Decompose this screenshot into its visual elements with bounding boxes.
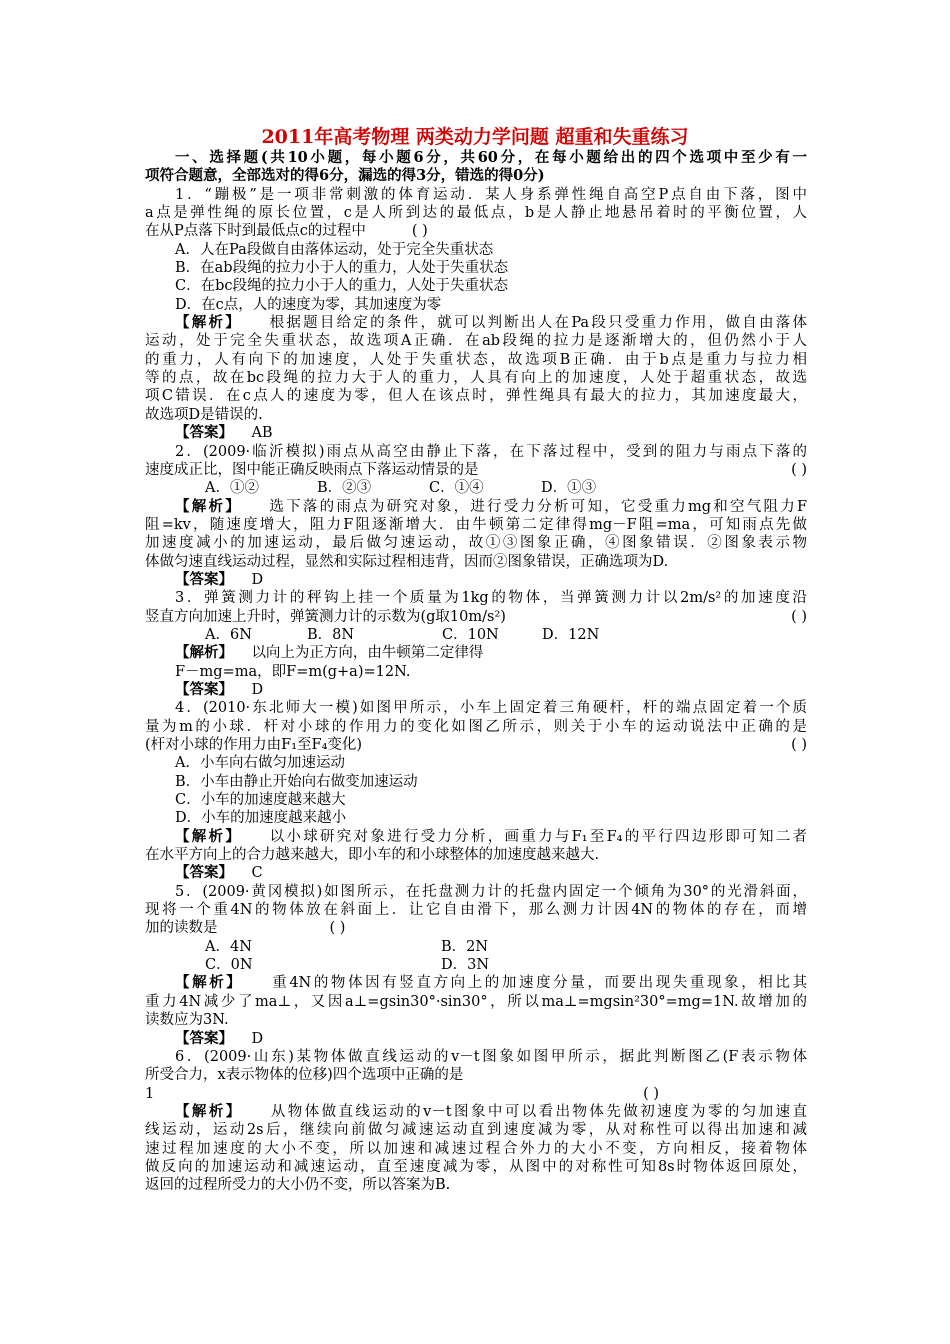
analysis-line bbox=[145, 644, 807, 662]
question-stem-text: 竖直方向加速上升时，弹簧测力计的示数为(g取10m/s²) bbox=[145, 608, 506, 625]
option-line bbox=[145, 626, 807, 644]
question-stem-text: 1 bbox=[145, 1085, 155, 1102]
analysis-line: 等的点，故在bc段绳的拉力大于人的重力，人具有向上的加速度，人处于超重状态，故选 bbox=[145, 370, 807, 387]
option: A．①② bbox=[205, 480, 259, 497]
question-stem-line bbox=[145, 461, 807, 479]
analysis-line bbox=[145, 314, 807, 332]
option: A．4N bbox=[205, 938, 252, 955]
question-stem-line: 2．(2009·临沂模拟)雨点从高空由静止下落，在下落过程中，受到的阻力与雨点下落的 bbox=[175, 443, 807, 460]
option-line: D．在c点，人的速度为零，其加速度为零 bbox=[175, 296, 442, 313]
analysis-label: 【解析】 bbox=[175, 644, 233, 662]
option: D．3N bbox=[441, 957, 490, 974]
analysis-text: 从物体做直线运动的v－t图象中可以看出物体先做初速度为零的匀加速直 bbox=[270, 1103, 807, 1120]
analysis-line: 故选项D是错误的. bbox=[145, 406, 263, 423]
answer-value: AB bbox=[251, 425, 273, 442]
option-line: B．小车由静止开始向右做变加速运动 bbox=[175, 773, 418, 790]
question-stem-line: a点是弹性绳的原长位置，c是人所到达的最低点，b是人静止地悬吊着时的平衡位置，人 bbox=[145, 205, 807, 222]
analysis-line bbox=[145, 1103, 807, 1121]
answer-blank: ( ) bbox=[791, 608, 807, 625]
answer-blank: ( ) bbox=[791, 461, 807, 478]
question-stem-text: (杆对小球的作用力由F₁至F₄变化) bbox=[145, 737, 363, 753]
section-header-line: 一、选择题(共10小题，每小题6分，共60分，在每小题给出的四个选项中至少有一 bbox=[175, 149, 807, 166]
answer-label: 【答案】 bbox=[175, 1029, 233, 1047]
question-stem-line: 4．(2010·东北师大一模)如图甲所示，小车上固定着三角硬杆，杆的端点固定着一个质 bbox=[175, 700, 807, 717]
answer-line bbox=[145, 1030, 807, 1048]
analysis-text: 重4N的物体因有竖直方向上的加速度分量，而要出现失重现象，相比其 bbox=[272, 975, 807, 992]
question-stem-line bbox=[145, 608, 807, 626]
analysis-line: 加速度减小的加速运动，最后做匀速运动，故①③图象正确，④图象错误．②图象表示物 bbox=[145, 535, 807, 552]
option-line: A．人在Pa段做自由落体运动，处于完全失重状态 bbox=[175, 241, 494, 258]
question-stem-text: 加的读数是 bbox=[145, 920, 218, 937]
answer-line bbox=[145, 681, 807, 699]
analysis-text: 以向上为正方向，由牛顿第二定律得 bbox=[251, 645, 484, 662]
analysis-label: 【解析】 bbox=[175, 974, 244, 992]
option-line: C．在bc段绳的拉力小于人的重力，人处于失重状态 bbox=[175, 278, 508, 295]
option: A．6N bbox=[205, 626, 252, 643]
question-stem-line: 所受合力，x表示物体的位移)四个选项中正确的是 bbox=[145, 1067, 464, 1084]
question-stem-line bbox=[145, 1085, 807, 1103]
analysis-line: 重力4N减少了ma⊥，又因a⊥=gsin30°·sin30°，所以ma⊥=mgsin²30°=mg=1N.故增加的 bbox=[145, 993, 807, 1010]
analysis-label: 【解析】 bbox=[175, 827, 243, 845]
answer-line bbox=[145, 571, 807, 589]
analysis-line: 返回的过程所受力的大小仍不变，所以答案为B. bbox=[145, 1177, 451, 1194]
analysis-label: 【解析】 bbox=[175, 1102, 243, 1120]
option-line bbox=[145, 479, 807, 497]
question-stem-line: 1．“蹦极”是一项非常刺激的体育运动．某人身系弹性绳自高空P点自由下落，图中 bbox=[175, 186, 807, 203]
analysis-label: 【解析】 bbox=[175, 314, 243, 332]
analysis-line: 体做匀速直线运动过程，显然和实际过程相违背，因而②图象错误，正确选项为D. bbox=[145, 553, 669, 570]
analysis-line bbox=[145, 974, 807, 992]
option-line: D．小车的加速度越来越小 bbox=[175, 810, 347, 827]
answer-label: 【答案】 bbox=[175, 570, 233, 588]
option: D．①③ bbox=[541, 480, 597, 497]
question-stem-line: 3．弹簧测力计的秤钩上挂一个质量为1kg的物体，当弹簧测力计以2m/s²的加速度沿 bbox=[175, 590, 807, 607]
question-stem-line: 6．(2009·山东)某物体做直线运动的v－t图象如图甲所示，据此判断图乙(F表示物体 bbox=[175, 1048, 807, 1065]
option-line bbox=[145, 938, 807, 956]
question-stem-line: 量为m的小球．杆对小球的作用力的变化如图乙所示，则关于小车的运动说法中正确的是 bbox=[145, 718, 807, 735]
answer-blank: ( ) bbox=[329, 920, 346, 937]
analysis-line: 运动，处于完全失重状态，故选项A正确．在ab段绳的拉力是逐渐增大的，但仍然小于人 bbox=[145, 333, 807, 350]
option-line: B．在ab段绳的拉力小于人的重力，人处于失重状态 bbox=[175, 260, 509, 277]
option: B．②③ bbox=[317, 480, 372, 497]
analysis-line bbox=[145, 498, 807, 516]
page-title: 2011年高考物理 两类动力学问题 超重和失重练习 bbox=[261, 126, 689, 148]
option: D．12N bbox=[542, 626, 600, 643]
question-stem-text: 在从P点落下时到最低点c的过程中 bbox=[145, 223, 366, 240]
option: C．①④ bbox=[429, 480, 484, 497]
question-stem-line bbox=[145, 736, 807, 754]
analysis-text: 根据题目给定的条件，就可以判断出人在Pa段只受重力作用，做自由落体 bbox=[269, 315, 807, 332]
analysis-line: 速过程加速度的大小不变，所以加速和减速过程合外力的大小不变，方向相反，接着物体 bbox=[145, 1140, 807, 1157]
answer-label: 【答案】 bbox=[175, 680, 233, 698]
analysis-line: 的重力，人有向下的加速度，人处于失重状态，故选项B正确．由于b点是重力与拉力相 bbox=[145, 351, 807, 368]
answer-value: C bbox=[251, 865, 263, 882]
question-stem-text: 速度成正比，图中能正确反映雨点下落运动情景的是 bbox=[145, 461, 479, 478]
analysis-line: 项C错误．在c点人的速度为零，但人在该点时，弹性绳具有最大的拉力，其加速度最大， bbox=[145, 388, 807, 405]
analysis-text: 选下落的雨点为研究对象，进行受力分析可知，它受重力mg和空气阻力F bbox=[269, 498, 807, 515]
analysis-line: F－mg=ma，即F=m(g+a)=12N. bbox=[175, 663, 411, 680]
option-line: C．小车的加速度越来越大 bbox=[175, 792, 346, 809]
question-stem-line bbox=[145, 919, 807, 937]
analysis-line: 做反向的加速运动和减速运动，直至速度减为零，从图中的对称性可知8s时物体返回原处， bbox=[145, 1158, 807, 1175]
answer-value: D bbox=[251, 1030, 264, 1047]
option-line: A．小车向右做匀加速运动 bbox=[175, 755, 345, 772]
document-body bbox=[145, 149, 807, 1195]
analysis-line: 阻=kv，随速度增大，阻力F阻逐渐增大．由牛顿第二定律得mg－F阻=ma，可知雨点先做 bbox=[145, 516, 807, 533]
answer-value: D bbox=[251, 681, 264, 698]
analysis-text: 以小球研究对象进行受力分析，画重力与F₁至F₄的平行四边形即可知二者 bbox=[269, 828, 807, 845]
section-header-line: 项符合题意，全部选对的得6分，漏选的得3分，错选的得0分) bbox=[145, 167, 545, 185]
answer-line bbox=[145, 424, 807, 442]
answer-blank: ( ) bbox=[791, 737, 807, 753]
analysis-line: 在水平方向上的合力越来越大，即小车的和小球整体的加速度越来越大. bbox=[145, 847, 600, 864]
answer-label: 【答案】 bbox=[175, 864, 233, 882]
option: B．8N bbox=[307, 626, 355, 643]
question-stem-line: 5．(2009·黄冈模拟)如图所示，在托盘测力计的托盘内固定一个倾角为30°的光滑斜面， bbox=[175, 883, 807, 900]
analysis-line: 读数应为3N. bbox=[145, 1012, 229, 1029]
answer-value: D bbox=[251, 571, 264, 588]
answer-line bbox=[145, 864, 807, 882]
question-stem-line bbox=[145, 222, 807, 240]
option: C．0N bbox=[205, 957, 253, 974]
analysis-line: 线运动，运动2s后，继续向前做匀减速运动直到速度减为零，从对称性可以得出加速和减 bbox=[145, 1122, 807, 1139]
answer-label: 【答案】 bbox=[175, 424, 233, 442]
question-stem-line: 现将一个重4N的物体放在斜面上．让它自由滑下，那么测力计因4N的物体的存在，而增 bbox=[145, 902, 807, 919]
analysis-line bbox=[145, 828, 807, 846]
option: C．10N bbox=[442, 626, 499, 643]
answer-blank: ( ) bbox=[643, 1085, 659, 1102]
answer-blank: ( ) bbox=[411, 223, 428, 240]
analysis-label: 【解析】 bbox=[175, 497, 242, 515]
option-line bbox=[145, 956, 807, 974]
option: B．2N bbox=[441, 938, 489, 955]
